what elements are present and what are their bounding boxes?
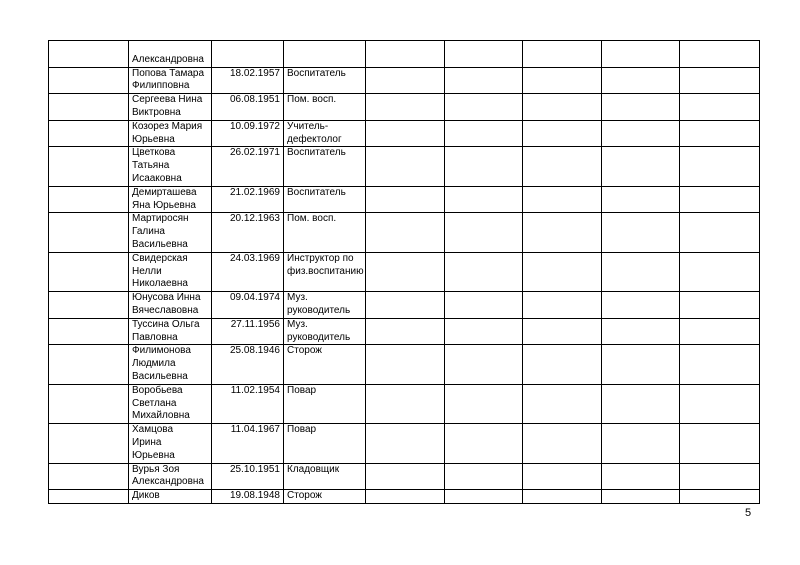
name-line: Свидерская xyxy=(132,252,188,264)
empty-cell xyxy=(680,94,760,121)
position-cell xyxy=(284,252,366,291)
empty-cell xyxy=(366,490,445,504)
position-line: руководитель xyxy=(287,304,351,316)
position-line xyxy=(287,160,362,173)
position-line: Сторож xyxy=(287,345,322,357)
name-cell xyxy=(129,424,212,463)
name-line: Мартиросян xyxy=(132,213,189,225)
empty-cell xyxy=(602,424,680,463)
table-row xyxy=(49,345,760,384)
name-line: Диков xyxy=(132,490,160,502)
name-line: Татьяна xyxy=(132,160,170,172)
number-cell xyxy=(49,120,129,147)
number-cell xyxy=(49,67,129,94)
name-line: Филимонова xyxy=(132,345,191,357)
empty-cell xyxy=(602,186,680,213)
empty-cell xyxy=(680,318,760,345)
position-line: физ.воспитанию xyxy=(287,265,364,277)
empty-cell xyxy=(445,424,523,463)
empty-cell xyxy=(602,384,680,423)
empty-cell xyxy=(523,41,602,68)
position-line: Пом. восп. xyxy=(287,94,337,106)
empty-cell xyxy=(366,186,445,213)
number-cell xyxy=(49,318,129,345)
empty-cell xyxy=(680,490,760,504)
empty-cell xyxy=(523,463,602,490)
name-line: Цветкова xyxy=(132,147,176,159)
position-cell xyxy=(284,147,366,186)
empty-cell xyxy=(445,252,523,291)
birth-date-cell: 21.02.1969 xyxy=(212,186,284,213)
empty-cell xyxy=(366,292,445,319)
empty-cell xyxy=(602,147,680,186)
empty-cell xyxy=(366,318,445,345)
position-cell xyxy=(284,384,366,423)
empty-cell xyxy=(523,490,602,504)
table-row xyxy=(49,490,760,504)
number-cell xyxy=(49,490,129,504)
table-row xyxy=(49,94,760,121)
empty-cell xyxy=(445,384,523,423)
position-line: Воспитатель xyxy=(287,67,346,79)
name-cell xyxy=(129,120,212,147)
name-cell xyxy=(129,345,212,384)
name-cell xyxy=(129,213,212,252)
empty-cell xyxy=(680,147,760,186)
position-cell xyxy=(284,424,366,463)
position-cell xyxy=(284,463,366,490)
empty-cell xyxy=(445,41,523,68)
name-cell xyxy=(129,292,212,319)
empty-cell xyxy=(366,252,445,291)
position-line: Инструктор по xyxy=(287,252,354,264)
name-line: Александровна xyxy=(132,476,204,488)
empty-cell xyxy=(680,41,760,68)
empty-cell xyxy=(680,252,760,291)
table-row xyxy=(49,67,760,94)
position-cell xyxy=(284,186,366,213)
empty-cell xyxy=(366,67,445,94)
empty-cell xyxy=(523,318,602,345)
empty-cell xyxy=(602,345,680,384)
empty-cell xyxy=(602,490,680,504)
position-line xyxy=(287,173,362,186)
empty-cell xyxy=(523,424,602,463)
birth-date-cell: 18.02.1957 xyxy=(212,67,284,94)
name-line: Людмила xyxy=(132,358,176,370)
name-cell xyxy=(129,252,212,291)
position-line xyxy=(287,437,362,450)
name-line: Исааковна xyxy=(132,172,182,184)
name-cell xyxy=(129,94,212,121)
empty-cell xyxy=(602,292,680,319)
name-line: Козорез Мария xyxy=(132,120,203,132)
empty-cell xyxy=(523,292,602,319)
empty-cell xyxy=(445,94,523,121)
birth-date-cell xyxy=(212,41,284,68)
position-line: Учитель- xyxy=(287,120,329,132)
name-line: Васильевна xyxy=(132,238,188,250)
position-cell xyxy=(284,120,366,147)
birth-date-cell: 26.02.1971 xyxy=(212,147,284,186)
name-line: Юнусова Инна xyxy=(132,292,201,304)
number-cell xyxy=(49,94,129,121)
empty-cell xyxy=(445,463,523,490)
name-line: Николаевна xyxy=(132,278,188,290)
name-line: Воробьева xyxy=(132,384,183,396)
empty-cell xyxy=(523,252,602,291)
name-line: Попова Тамара xyxy=(132,67,205,79)
birth-date-cell: 25.10.1951 xyxy=(212,463,284,490)
name-line: Вурья Зоя xyxy=(132,463,180,475)
position-line: Повар xyxy=(287,424,317,436)
position-line: Сторож xyxy=(287,490,322,502)
position-line: Муз. xyxy=(287,292,308,304)
empty-cell xyxy=(366,213,445,252)
empty-cell xyxy=(445,490,523,504)
empty-cell xyxy=(602,318,680,345)
position-line xyxy=(287,450,362,463)
number-cell xyxy=(49,252,129,291)
position-cell xyxy=(284,292,366,319)
number-cell xyxy=(49,292,129,319)
number-cell xyxy=(49,147,129,186)
empty-cell xyxy=(366,147,445,186)
empty-cell xyxy=(680,384,760,423)
empty-cell xyxy=(680,67,760,94)
number-cell xyxy=(49,424,129,463)
position-cell xyxy=(284,345,366,384)
name-cell xyxy=(129,41,212,68)
empty-cell xyxy=(602,252,680,291)
empty-cell xyxy=(366,384,445,423)
birth-date-cell: 09.04.1974 xyxy=(212,292,284,319)
position-line xyxy=(287,239,362,252)
empty-cell xyxy=(602,41,680,68)
number-cell xyxy=(49,41,129,68)
staff-table xyxy=(48,40,760,504)
position-cell xyxy=(284,490,366,504)
position-line: Воспитатель xyxy=(287,186,346,198)
table-row xyxy=(49,424,760,463)
name-line: Сергеева Нина xyxy=(132,94,203,106)
table-row xyxy=(49,463,760,490)
name-line: Ирина xyxy=(132,436,162,448)
name-line: Павловна xyxy=(132,331,178,343)
name-cell xyxy=(129,67,212,94)
birth-date-cell: 24.03.1969 xyxy=(212,252,284,291)
position-line: Кладовщик xyxy=(287,463,340,475)
name-cell xyxy=(129,318,212,345)
empty-cell xyxy=(445,67,523,94)
empty-cell xyxy=(445,120,523,147)
name-cell xyxy=(129,147,212,186)
number-cell xyxy=(49,213,129,252)
name-line: Вячеславовна xyxy=(132,304,199,316)
position-cell xyxy=(284,213,366,252)
empty-cell xyxy=(445,345,523,384)
name-line: Васильевна xyxy=(132,370,188,382)
empty-cell xyxy=(445,292,523,319)
birth-date-cell: 27.11.1956 xyxy=(212,318,284,345)
name-line: Туссина Ольга xyxy=(132,318,200,330)
position-line xyxy=(287,278,362,291)
empty-cell xyxy=(680,424,760,463)
name-line: Виктровна xyxy=(132,106,181,118)
table-row xyxy=(49,384,760,423)
empty-cell xyxy=(366,463,445,490)
empty-cell xyxy=(680,463,760,490)
name-line: Нелли xyxy=(132,265,162,277)
table-row xyxy=(49,252,760,291)
position-line xyxy=(287,226,362,239)
birth-date-cell: 11.04.1967 xyxy=(212,424,284,463)
empty-cell xyxy=(602,67,680,94)
table-row xyxy=(49,41,760,68)
position-line xyxy=(287,80,362,93)
empty-cell xyxy=(445,147,523,186)
position-line xyxy=(287,398,362,411)
position-line xyxy=(287,41,362,54)
empty-cell xyxy=(523,345,602,384)
empty-cell xyxy=(680,292,760,319)
position-line xyxy=(287,200,362,213)
position-line: Пом. восп. xyxy=(287,213,337,225)
empty-cell xyxy=(680,186,760,213)
position-line xyxy=(287,54,362,67)
empty-cell xyxy=(523,120,602,147)
number-cell xyxy=(49,463,129,490)
birth-date-cell: 11.02.1954 xyxy=(212,384,284,423)
birth-date-cell: 25.08.1946 xyxy=(212,345,284,384)
table-row xyxy=(49,213,760,252)
position-line xyxy=(287,410,362,423)
name-line: Светлана xyxy=(132,397,177,409)
empty-cell xyxy=(366,41,445,68)
position-line: руководитель xyxy=(287,331,351,343)
empty-cell xyxy=(680,213,760,252)
name-line xyxy=(132,41,208,54)
number-cell xyxy=(49,345,129,384)
table-row xyxy=(49,318,760,345)
name-line: Михайловна xyxy=(132,410,190,422)
position-line xyxy=(287,371,362,384)
birth-date-cell: 19.08.1948 xyxy=(212,490,284,504)
name-cell xyxy=(129,463,212,490)
name-line: Галина xyxy=(132,226,165,238)
name-line: Юрьевна xyxy=(132,133,175,145)
name-line: Юрьевна xyxy=(132,449,175,461)
position-line: Воспитатель xyxy=(287,147,346,159)
empty-cell xyxy=(445,213,523,252)
position-cell xyxy=(284,318,366,345)
position-line: Повар xyxy=(287,384,317,396)
table-row xyxy=(49,120,760,147)
position-line: дефектолог xyxy=(287,133,342,145)
table-row xyxy=(49,292,760,319)
name-line: Александровна xyxy=(132,53,204,65)
position-line xyxy=(287,107,362,120)
empty-cell xyxy=(523,147,602,186)
empty-cell xyxy=(445,318,523,345)
number-cell xyxy=(49,384,129,423)
empty-cell xyxy=(366,345,445,384)
name-line: Демирташева xyxy=(132,186,197,198)
empty-cell xyxy=(680,345,760,384)
position-line xyxy=(287,358,362,371)
position-cell xyxy=(284,94,366,121)
table-row xyxy=(49,147,760,186)
position-cell xyxy=(284,67,366,94)
name-line: Филипповна xyxy=(132,80,190,92)
empty-cell xyxy=(523,94,602,121)
empty-cell xyxy=(523,67,602,94)
table-row xyxy=(49,186,760,213)
name-line: Хамцова xyxy=(132,424,174,436)
page-number: 5 xyxy=(745,507,752,519)
position-line: Муз. xyxy=(287,318,308,330)
empty-cell xyxy=(445,186,523,213)
empty-cell xyxy=(602,213,680,252)
empty-cell xyxy=(602,94,680,121)
empty-cell xyxy=(366,94,445,121)
position-line xyxy=(287,476,362,489)
empty-cell xyxy=(366,424,445,463)
birth-date-cell: 20.12.1963 xyxy=(212,213,284,252)
empty-cell xyxy=(523,384,602,423)
name-cell xyxy=(129,490,212,504)
birth-date-cell: 10.09.1972 xyxy=(212,120,284,147)
name-cell xyxy=(129,384,212,423)
position-cell xyxy=(284,41,366,68)
name-cell xyxy=(129,186,212,213)
number-cell xyxy=(49,186,129,213)
empty-cell xyxy=(602,463,680,490)
name-line: Яна Юрьевна xyxy=(132,199,196,211)
empty-cell xyxy=(366,120,445,147)
birth-date-cell: 06.08.1951 xyxy=(212,94,284,121)
empty-cell xyxy=(602,120,680,147)
empty-cell xyxy=(523,186,602,213)
empty-cell xyxy=(523,213,602,252)
empty-cell xyxy=(680,120,760,147)
